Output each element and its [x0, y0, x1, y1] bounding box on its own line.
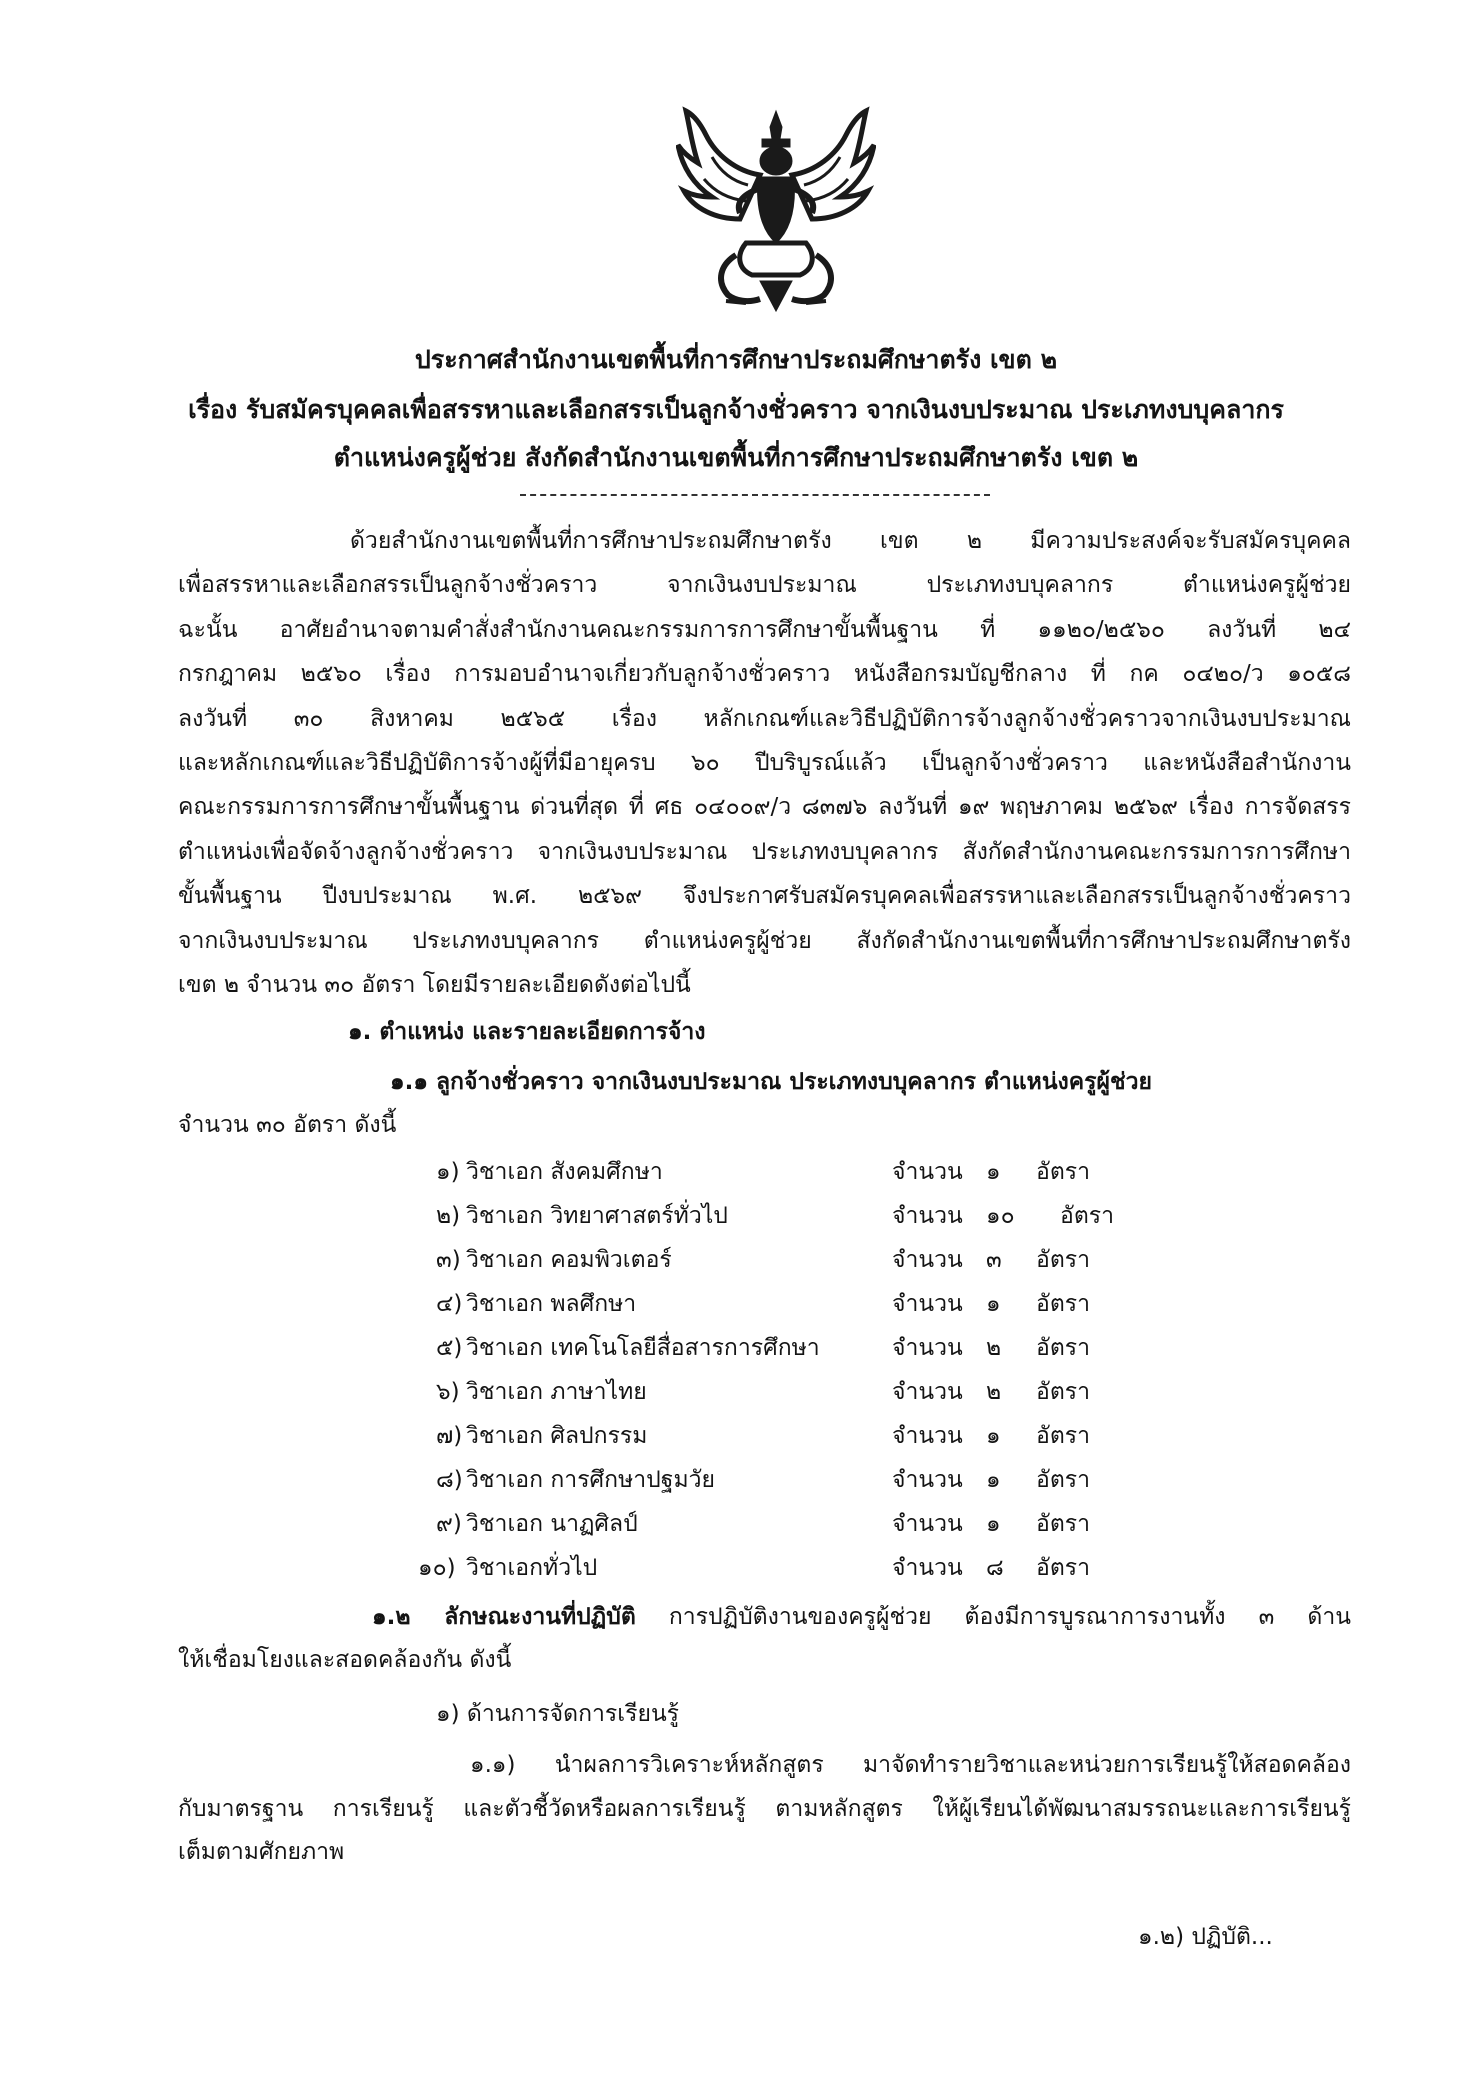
- list-item: ๒) วิชาเอก วิทยาศาสตร์ทั่วไป จำนวน ๑๐ อัตรา: [436, 1203, 1115, 1229]
- intro-line: และหลักเกณฑ์และวิธีปฏิบัติการจ้างผู้ที่มีอายุครบ ๖๐ ปีบริบูรณ์แล้ว เป็นลูกจ้างชั่วคราว และหนังสือสำนักงาน: [178, 750, 1351, 777]
- intro-line: เขต ๒ จำนวน ๓๐ อัตรา โดยมีรายละเอียดดังต่อไปนี้: [178, 972, 691, 999]
- section-1-1-count: จำนวน ๓๐ อัตรา ดังนี้: [178, 1112, 397, 1138]
- intro-line: ฉะนั้น อาศัยอำนาจตามคำสั่งสำนักงานคณะกรรมการการศึกษาขั้นพื้นฐาน ที่ ๑๑๒๐/๒๕๖๐ ลงวันที่ ๒๔: [178, 616, 1351, 643]
- list-item: ๔) วิชาเอก พลศึกษา จำนวน ๑ อัตรา: [436, 1291, 1091, 1317]
- list-item: ๑) วิชาเอก สังคมศึกษา จำนวน ๑ อัตรา: [436, 1159, 1091, 1185]
- section-1-2-text-line2: ให้เชื่อมโยงและสอดคล้องกัน ดังนี้: [178, 1647, 512, 1673]
- section-1-2-text: การปฏิบัติงานของครูผู้ช่วย ต้องมีการบูรณาการงานทั้ง ๓ ด้าน: [635, 1604, 1351, 1630]
- announcement-subject-line2: ตำแหน่งครูผู้ช่วย สังกัดสำนักงานเขตพื้นที่การศึกษาประถมศึกษาตรัง เขต ๒: [333, 443, 1139, 472]
- announcement-title: ประกาศสำนักงานเขตพื้นที่การศึกษาประถมศึกษาตรัง เขต ๒: [414, 345, 1058, 374]
- intro-line: คณะกรรมการการศึกษาขั้นพื้นฐาน ด่วนที่สุด ที่ ศธ ๐๔๐๐๙/ว ๘๓๗๖ ลงวันที่ ๑๙ พฤษภาคม ๒๕๖๙ เรื่อง การจัดสรร: [178, 794, 1352, 821]
- intro-line: ลงวันที่ ๓๐ สิงหาคม ๒๕๖๕ เรื่อง หลักเกณฑ์และวิธีปฏิบัติการจ้างลูกจ้างชั่วคราวจากเงินงบประมาณ: [178, 705, 1351, 732]
- item-1-1-line2: กับมาตรฐาน การเรียนรู้ และตัวชี้วัดหรือผลการเรียนรู้ ตามหลักสูตร ให้ผู้เรียนได้พัฒนาสมรรถนะและการเรียนรู้: [178, 1796, 1351, 1822]
- item-1-1-line1: ๑.๑) นำผลการวิเคราะห์หลักสูตร มาจัดทำรายวิชาและหน่วยการเรียนรู้ให้สอดคล้อง: [470, 1752, 1351, 1778]
- intro-paragraph: [178, 519, 1351, 1007]
- intro-line: กรกฎาคม ๒๕๖๐ เรื่อง การมอบอำนาจเกี่ยวกับลูกจ้างชั่วคราว หนังสือกรมบัญชีกลาง ที่ กค ๐๔๒๐/ว ๑๐๕๘: [178, 661, 1351, 688]
- section-1-1-heading: ๑.๑ ลูกจ้างชั่วคราว จากเงินงบประมาณ ประเภทงบบุคลากร ตำแหน่งครูผู้ช่วย: [390, 1069, 1152, 1095]
- garuda-emblem-icon: [676, 105, 876, 320]
- section-1-heading: ๑. ตำแหน่ง และรายละเอียดการจ้าง: [348, 1019, 706, 1045]
- item-1-1-line3: เต็มตามศักยภาพ: [178, 1839, 345, 1865]
- title-divider: [520, 494, 990, 496]
- item-1-heading: ๑) ด้านการจัดการเรียนรู้: [436, 1701, 680, 1727]
- list-item: ๑๐) วิชาเอกทั่วไป จำนวน ๘ อัตรา: [418, 1555, 1091, 1581]
- intro-line: ด้วยสำนักงานเขตพื้นที่การศึกษาประถมศึกษาตรัง เขต ๒ มีความประสงค์จะรับสมัครบุคคล: [350, 528, 1351, 554]
- intro-line: เพื่อสรรหาและเลือกสรรเป็นลูกจ้างชั่วคราว จากเงินงบประมาณ ประเภทงบบุคลากร ตำแหน่งครูผู้ช่วย: [178, 572, 1351, 599]
- list-item: ๙) วิชาเอก นาฏศิลป์ จำนวน ๑ อัตรา: [436, 1511, 1091, 1537]
- intro-line: ตำแหน่งเพื่อจัดจ้างลูกจ้างชั่วคราว จากเงินงบประมาณ ประเภทงบบุคลากร สังกัดสำนักงานคณะกรรมการการศึกษา: [178, 838, 1351, 865]
- intro-line: ขั้นพื้นฐาน ปีงบประมาณ พ.ศ. ๒๕๖๙ จึงประกาศรับสมัครบุคคลเพื่อสรรหาและเลือกสรรเป็นลูกจ้างชั่วคราว: [178, 883, 1351, 910]
- list-item: ๓) วิชาเอก คอมพิวเตอร์ จำนวน ๓ อัตรา: [436, 1247, 1091, 1273]
- page-continuation: ๑.๒) ปฏิบัติ...: [1138, 1924, 1273, 1950]
- announcement-subject: เรื่อง รับสมัครบุคคลเพื่อสรรหาและเลือกสรรเป็นลูกจ้างชั่วคราว จากเงินงบประมาณ ประเภทงบบุคลากร: [188, 395, 1284, 424]
- section-1-2-heading: ๑.๒ ลักษณะงานที่ปฏิบัติ: [372, 1604, 636, 1630]
- section-1-2-line: [372, 1599, 1351, 1635]
- list-item: ๕) วิชาเอก เทคโนโลยีสื่อสารการศึกษา จำนวน ๒ อัตรา: [436, 1335, 1091, 1361]
- list-item: ๗) วิชาเอก ศิลปกรรม จำนวน ๑ อัตรา: [436, 1423, 1091, 1449]
- list-item: ๘) วิชาเอก การศึกษาปฐมวัย จำนวน ๑ อัตรา: [436, 1467, 1091, 1493]
- list-item: ๖) วิชาเอก ภาษาไทย จำนวน ๒ อัตรา: [436, 1379, 1091, 1405]
- intro-line: จากเงินงบประมาณ ประเภทงบบุคลากร ตำแหน่งครูผู้ช่วย สังกัดสำนักงานเขตพื้นที่การศึกษาประถมศึกษาตรัง: [178, 927, 1351, 954]
